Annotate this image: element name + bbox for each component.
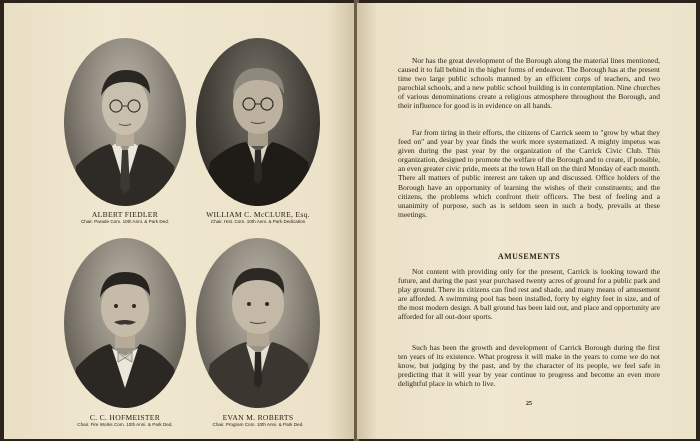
paragraph-text: Not content with providing only for the present, Carrick is looking toward the future, and during the past year purchased twenty acres of ground for a public park and play ground. There its citizens can find rest and shade, and many means of amusement are afforded. A swimming pool has been installed, forty by eighty feet in size, and of the most modern design. A ball ground has been laid out, and place and opportunity are afforded for all out-door sports. xyxy=(398,267,660,322)
paragraph-text: Far from tiring in their efforts, the citizens of Carrick seem to "grow by what they feed on" and year by year finds the work more systematized. A mighty impetus was given during the past year by the organization of the Carrick Civic Club. This organization, designed to promote the welfare of the Borough and to create, if possible, an even greater civic pride, meets at the town Hall on the third Monday of each month. There all matters of public interest are taken up and discussed. Office holders of the Borough have an opportunity of learning the wishes of their constituents; and the citizens, the problems which confront their officers. The best of feeling and a unanimity of purpose, such as is seldom seen in such a body, prevails at these meetings. xyxy=(398,128,660,219)
man-portrait-icon xyxy=(64,38,186,206)
portrait-caption: Chair. Program Com. 10th Anni. & Park Ded. xyxy=(212,422,304,427)
paragraph-text: Such has been the growth and development of Carrick Borough during the first ten years of its existence. What progress it will make in the years to come we do not know, but judging by the past, and by the character of its people, we feel safe in predicting that it will year by year continue to progress and become an even more delightful place in which to live. xyxy=(398,343,660,389)
man-portrait-icon xyxy=(64,238,186,408)
portrait-photo-cc-hofmeister xyxy=(64,238,186,408)
section-heading: AMUSEMENTS xyxy=(497,252,561,261)
man-portrait-icon xyxy=(196,238,320,408)
paragraph-text: Nor has the great development of the Borough along the material lines mentioned, caused it to fall behind in the higher forms of endeavor. The Borough has at the present time two large public schools manned by an efficient corps of teachers, and two parochial schools, and a new public school building is in contemplation. Nine churches of various denominations create a religious atmosphere throughout the Borough, and their influence for good is in evidence on all hands. xyxy=(398,56,660,111)
page-number: 25 xyxy=(526,401,532,407)
portrait-caption: Chair. Fire Works Com. 10th Anni. & Park Ded. xyxy=(77,422,173,427)
body-paragraph xyxy=(398,128,660,219)
portrait-name: ALBERT FIEDLER xyxy=(91,210,159,219)
body-paragraph xyxy=(398,343,660,388)
man-portrait-icon xyxy=(196,38,320,206)
portrait-photo-william-mcclure xyxy=(196,38,320,206)
body-paragraph xyxy=(398,267,660,322)
portrait-photo-albert-fiedler xyxy=(64,38,186,206)
portrait-caption: Chair. Hist. Com. 10th Anni. & Park Dedication xyxy=(210,219,306,224)
portrait-name: C. C. HOFMEISTER xyxy=(89,413,161,422)
portrait-caption: Chair. Parade Com. 10th Anni. & Park Ded. xyxy=(80,219,170,224)
portrait-name: WILLIAM C. McCLURE, Esq. xyxy=(206,210,310,219)
portrait-name: EVAN M. ROBERTS xyxy=(222,413,294,422)
portrait-photo-evan-roberts xyxy=(196,238,320,408)
body-paragraph xyxy=(398,56,660,111)
